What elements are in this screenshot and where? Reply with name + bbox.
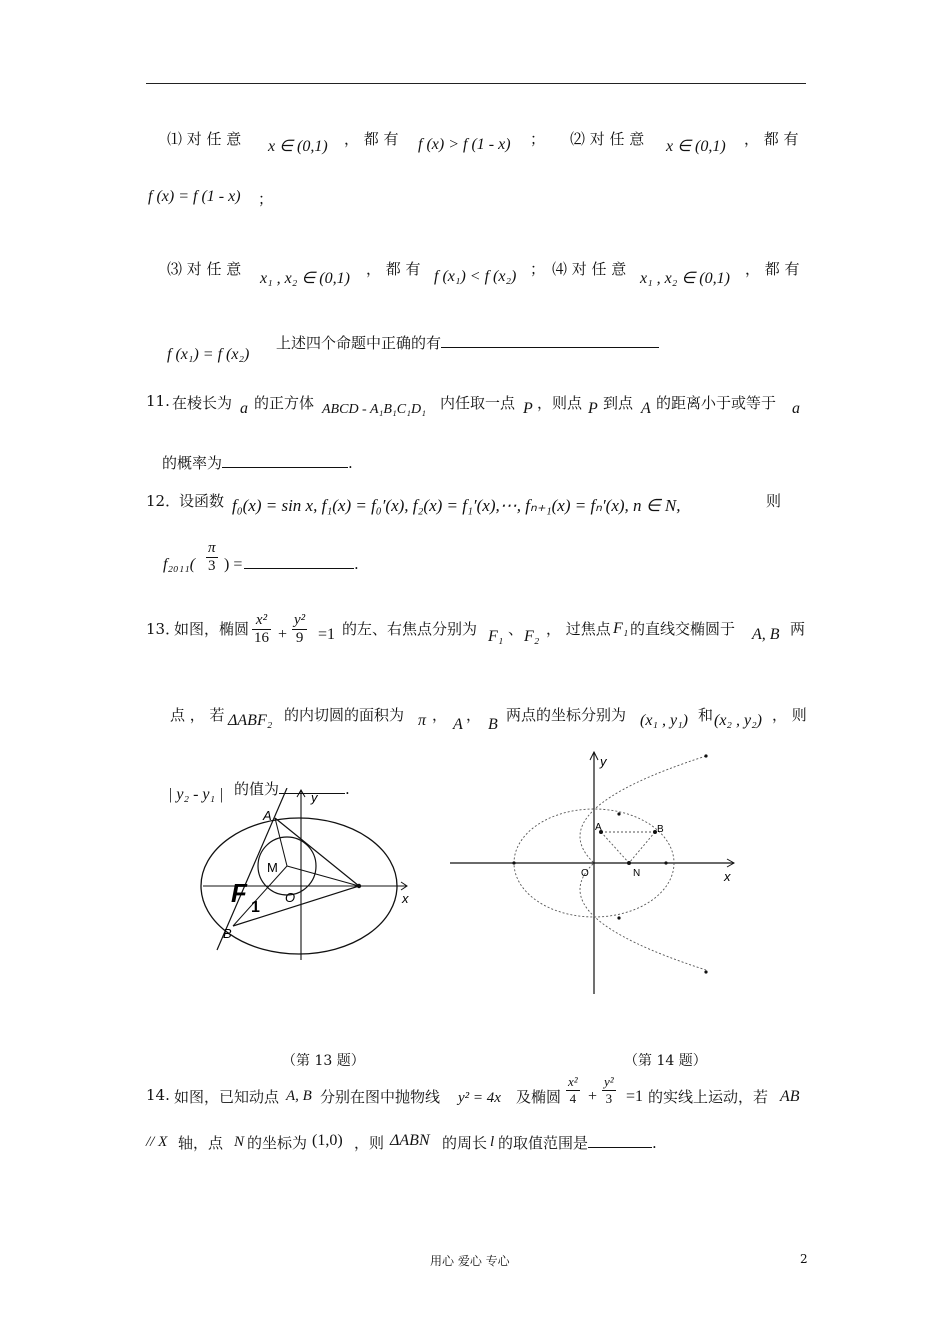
q13-B: B: [488, 716, 498, 733]
fig14-dot-top: [704, 754, 707, 757]
q14-frac-x: [566, 1074, 580, 1107]
q13-text4: 的直线交椭圆于: [630, 620, 736, 638]
fig14-dot-left: [512, 861, 515, 864]
figure-14: [448, 750, 748, 1000]
q14-text4: 的实线上运动，若: [648, 1088, 769, 1106]
q13-frac-x: [252, 612, 271, 647]
q10-question: [276, 332, 659, 353]
fig13-label-O: O: [285, 890, 296, 905]
q13-text1: 如图，椭圆: [174, 620, 250, 638]
fig14-label-B: B: [657, 824, 664, 835]
figure-13: [195, 788, 425, 968]
fig13-mA: [275, 818, 287, 866]
q13-end: .: [345, 780, 350, 798]
q12-then: 则: [766, 492, 782, 510]
q13-AB: A, B: [752, 626, 780, 643]
q11-cube: ABCD - A₁B₁C₁D₁: [322, 402, 426, 417]
q13-pi: π: [418, 712, 427, 729]
q13-text2: 的左、右焦点分别为: [342, 620, 478, 638]
q13-fy-num: y²: [294, 612, 306, 628]
q14-text7: ，则: [354, 1134, 385, 1152]
q11-answer-blank[interactable]: [222, 453, 348, 468]
q11-text4: ，则点: [537, 394, 583, 412]
page-number: 2: [800, 1252, 808, 1266]
q14-plus: +: [588, 1088, 598, 1105]
q11-text2: 的正方体: [254, 394, 315, 412]
q12-end: .: [354, 555, 359, 573]
q12-frac-num: π: [208, 540, 216, 556]
q13-text10: 两点的坐标分别为: [506, 706, 627, 724]
q13-tri: ΔABF₂: [228, 712, 273, 729]
fig13-label-x: x: [402, 891, 409, 906]
q13-fx-den: 16: [254, 630, 269, 646]
q11-text7: 的概率为: [162, 454, 223, 472]
q14-answer-blank[interactable]: [588, 1133, 652, 1148]
q14-fx-num: x²: [568, 1074, 578, 1089]
q10-question-text: 上述四个命题中正确的有: [276, 334, 442, 352]
q13-abs: | y₂ - y₁ |: [168, 786, 224, 803]
q13-text6: 点 ， 若: [170, 706, 225, 724]
q11-a2: a: [792, 400, 800, 417]
q11-a: a: [240, 400, 248, 417]
q11-A: A: [641, 400, 651, 417]
q10-item1-rel: f (x) > f (1 - x): [418, 136, 511, 153]
q13-frac-y: [292, 612, 307, 647]
q14-l: l: [490, 1134, 495, 1150]
q10-item3-math: x₁ , x₂ ∈ (0,1): [260, 270, 350, 287]
q10-item2-mid: ， 都 有: [744, 130, 799, 148]
footer-slogan: 用心 爱心 专心: [430, 1254, 510, 1268]
fig14-dot-lower: [617, 916, 620, 919]
q10-item2-math: x ∈ (0,1): [666, 138, 726, 155]
q11-line2: [162, 452, 353, 473]
q13-plus: +: [278, 626, 288, 643]
fig14-segment-AN: [601, 832, 629, 863]
q13-p1: (x₁ , y₁): [640, 712, 688, 729]
q13-text3: ， 过焦点: [546, 620, 611, 638]
fig14-label-N: N: [633, 868, 641, 879]
q12-answer-blank[interactable]: [244, 554, 354, 569]
fig14-dot-bottom: [704, 970, 707, 973]
q13-number: 13．: [146, 620, 181, 638]
caption-13: （第 13 题）: [282, 1053, 365, 1069]
q14-line2-end: [498, 1132, 657, 1153]
q10-item4-math: x₁ , x₂ ∈ (0,1): [640, 270, 730, 287]
q10-item1-mid: ， 都 有: [344, 130, 399, 148]
q10-item4-rel: f (x₁) = f (x₂): [167, 346, 250, 363]
q10-item1-prefix: ⑴ 对 任 意: [167, 130, 242, 148]
q14-text2: 分别在图中抛物线: [320, 1088, 441, 1106]
q10-item4-mid: ， 都 有: [745, 260, 800, 278]
fig13-label-F-sub: 1: [251, 899, 260, 916]
q11-text3: 内任取一点: [440, 394, 516, 412]
q13-fx-num: x²: [252, 612, 271, 630]
fig14-segment-BN: [629, 832, 655, 863]
fig13-label-y: y: [311, 790, 318, 805]
q13-eq1: =1: [318, 626, 336, 643]
q14-end: .: [652, 1134, 657, 1152]
fig13-label-A: A: [263, 808, 272, 823]
q14-number: 14.: [146, 1086, 170, 1104]
q10-item2-prefix: ⑵ 对 任 意: [570, 130, 645, 148]
q12-number: 12．: [146, 492, 181, 510]
q14-N: N: [234, 1134, 245, 1150]
q13-text8: ，: [432, 706, 448, 724]
q13-and: 和: [698, 706, 714, 724]
q10-answer-blank[interactable]: [441, 333, 659, 348]
q10-item3-end: ；: [530, 260, 546, 278]
fig14-label-A: A: [595, 822, 602, 833]
q13-F2: F₂: [524, 628, 540, 645]
q14-text8: 的周长: [442, 1134, 488, 1152]
q11-p: P: [523, 400, 533, 417]
q14-fy-den: 3: [605, 1091, 613, 1106]
q10-item1-end: ；: [530, 130, 546, 148]
q13-F1b: F₁: [613, 620, 629, 637]
q14-ab: AB: [780, 1088, 800, 1105]
q10-item3-prefix: ⑶ 对 任 意: [167, 260, 242, 278]
q14-text3: 及椭圆: [516, 1088, 562, 1106]
q14-text9: 的取值范围是: [498, 1134, 589, 1152]
fig13-line-AF2: [275, 818, 359, 886]
q12-lhs: f₂₀₁₁(: [163, 556, 196, 573]
fig13-F2-point: [357, 884, 361, 888]
q14-text5: 轴，点: [178, 1134, 224, 1152]
fig14-label-y: y: [600, 754, 607, 769]
q14-parabola: y² = 4x: [458, 1090, 501, 1106]
q12-rhs: ) =: [224, 556, 243, 573]
q13-text11: ， 则: [772, 706, 807, 724]
q13-A: A: [453, 716, 463, 733]
q13-p2: (x₂ , y₂): [714, 712, 762, 729]
q14-eq: =1: [626, 1088, 644, 1105]
q13-sep: 、: [508, 620, 524, 638]
fig14-point-N: [627, 861, 631, 865]
fig13-label-M: M: [267, 860, 278, 875]
q13-F1: F₁: [488, 628, 504, 645]
q11-text5: 到点: [603, 394, 634, 412]
q11-text1: 在棱长为: [172, 394, 233, 412]
q10-item3-rel: f (x₁) < f (x₂): [434, 268, 517, 285]
caption-14: （第 14 题）: [624, 1053, 707, 1069]
q14-fx-den: 4: [569, 1091, 577, 1106]
fig14-label-O: O: [581, 868, 589, 879]
fig13-label-F: F: [231, 878, 247, 908]
fig13-mF2: [287, 866, 359, 886]
q14-tri: ΔABN: [390, 1132, 430, 1149]
fig14-label-x: x: [724, 869, 731, 884]
q13-text9: ，: [466, 706, 482, 724]
q12-fraction: [206, 540, 218, 575]
q13-fy-den: 9: [295, 630, 304, 646]
q14-fy-num: y²: [604, 1074, 614, 1089]
q12-frac-den: 3: [208, 558, 216, 574]
q10-item2-rel: f (x) = f (1 - x): [148, 188, 241, 205]
q10-item1-math: x ∈ (0,1): [268, 138, 328, 155]
q11-number: 11.: [146, 392, 170, 410]
header-rule: [146, 83, 806, 84]
q13-text5: 两: [790, 620, 806, 638]
q10-item2-end: ；: [258, 190, 274, 208]
fig13-label-B: B: [223, 926, 232, 941]
q13-text12: 的值为: [234, 780, 280, 798]
fig14-dot-upper: [617, 812, 620, 815]
q14-parallel: // X: [146, 1134, 168, 1150]
q14-text1: 如图，已知动点: [174, 1088, 280, 1106]
q14-frac-y: [602, 1074, 616, 1107]
q11-text6: 的距离小于或等于: [656, 394, 777, 412]
q12-text1: 设函数: [179, 492, 225, 510]
q13-text7: 的内切圆的面积为: [284, 706, 405, 724]
q14-text6: 的坐标为: [247, 1134, 308, 1152]
q14-coord: (1,0): [312, 1132, 343, 1149]
q10-item3-mid: ， 都 有: [366, 260, 421, 278]
fig14-dot-right: [664, 861, 667, 864]
q12-formula: f₀(x) = sin x, f₁(x) = f₀′(x), f₂(x) = f₁′(x),⋯, fₙ₊₁(x) = fₙ′(x), n ∈ N,: [232, 496, 681, 515]
q14-AB: A, B: [286, 1088, 312, 1104]
q11-p2: P: [588, 400, 598, 417]
q11-end: .: [348, 454, 353, 472]
q12-blank-wrap: [244, 554, 359, 573]
q10-item4-prefix: ⑷ 对 任 意: [552, 260, 627, 278]
